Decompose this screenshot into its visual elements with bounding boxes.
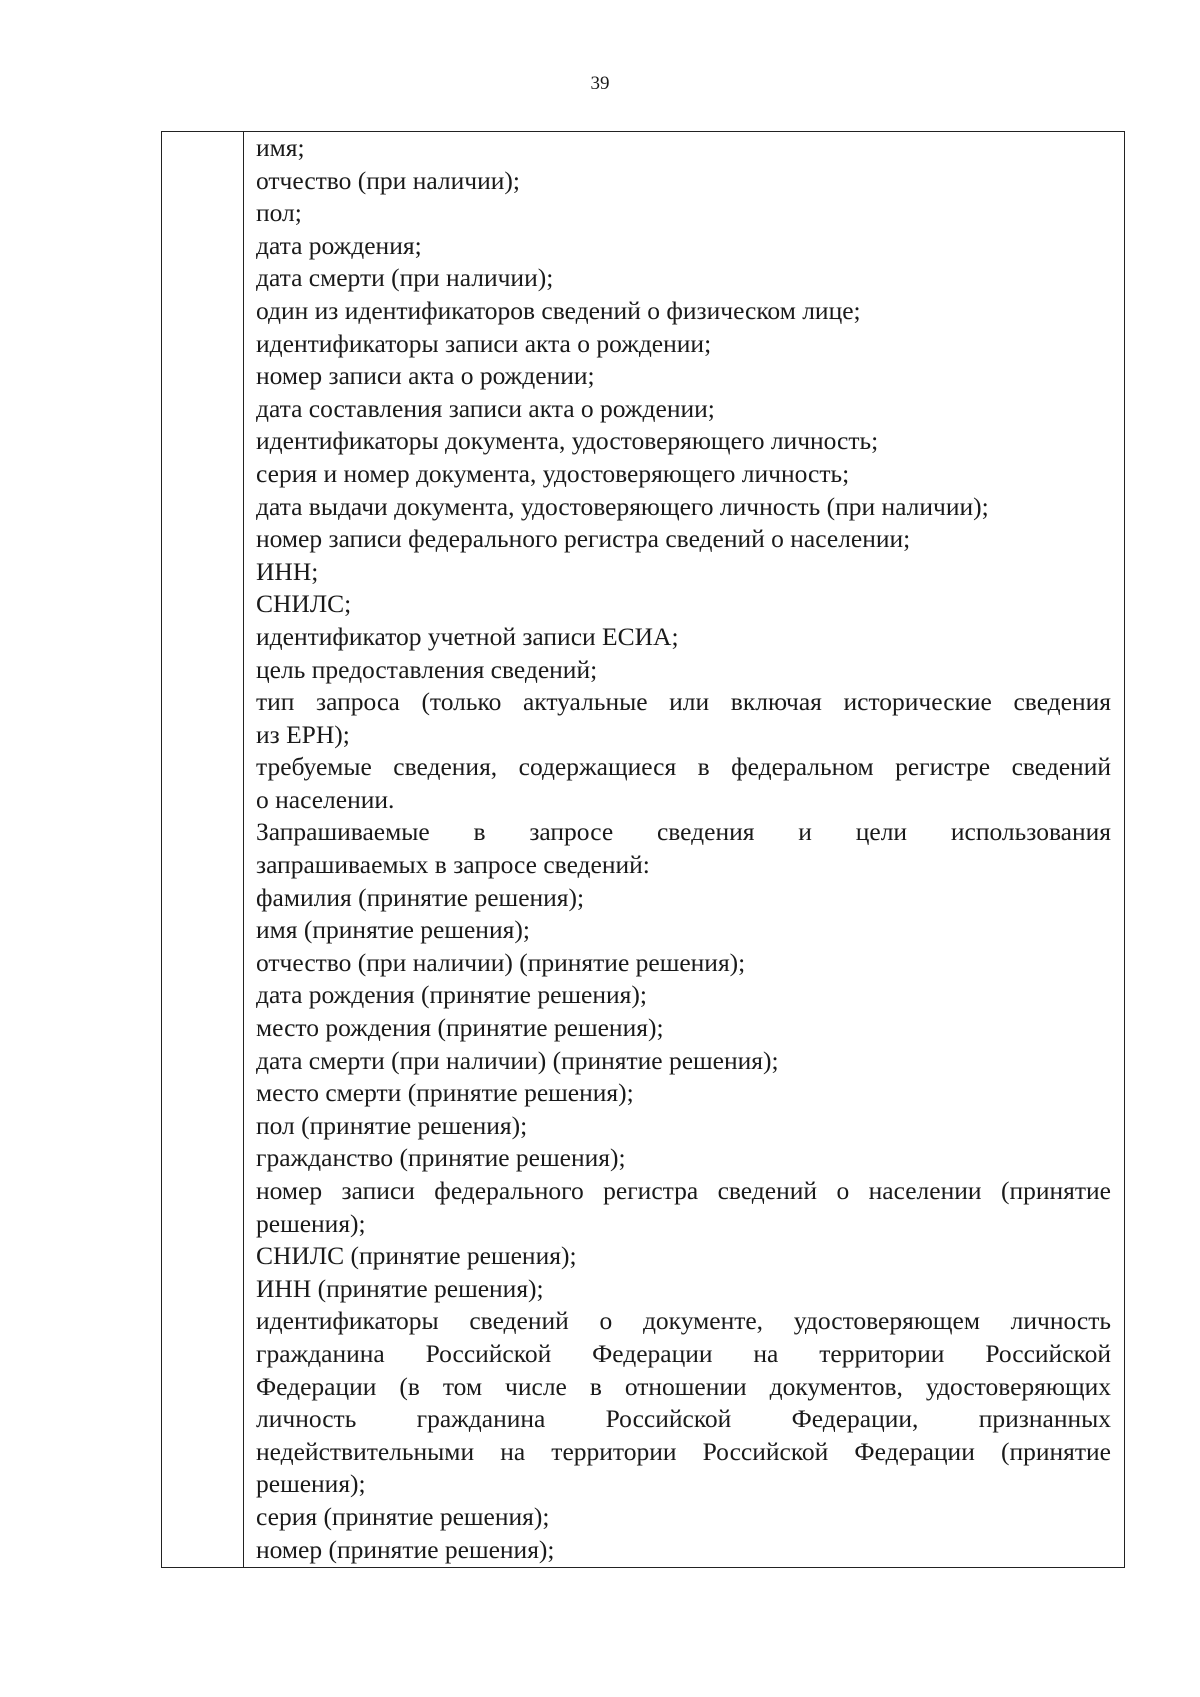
text-line: Федерации (в том числе в отношении документов, удостоверяющих: [256, 1371, 1111, 1401]
text-line: ИНН (принятие решения);: [256, 1273, 544, 1303]
text-line: идентификатор учетной записи ЕСИА;: [256, 621, 679, 651]
text-line: дата выдачи документа, удостоверяющего личность (при наличии);: [256, 491, 989, 521]
text-line: пол (принятие решения);: [256, 1110, 528, 1140]
text-line: серия и номер документа, удостоверяющего личность;: [256, 458, 850, 488]
text-line: цель предоставления сведений;: [256, 654, 598, 684]
text-line: номер записи федерального регистра сведений о населении;: [256, 524, 911, 554]
text-line: недействительными на территории Российской Федерации (принятие: [256, 1436, 1111, 1466]
text-line: дата составления записи акта о рождении;: [256, 393, 715, 423]
document-table: [161, 131, 1125, 1568]
text-line: имя (принятие решения);: [256, 915, 530, 945]
text-line: Запрашиваемые в запросе сведения и цели использования: [256, 817, 1111, 847]
text-line: дата рождения (принятие решения);: [256, 980, 647, 1010]
text-line: пол;: [256, 198, 302, 228]
text-line: дата смерти (при наличии);: [256, 263, 554, 293]
text-line: дата рождения;: [256, 230, 422, 260]
text-line: номер записи акта о рождении;: [256, 361, 595, 391]
text-line: номер (принятие решения);: [256, 1534, 555, 1564]
text-line: отчество (при наличии) (принятие решения);: [256, 947, 746, 977]
text-line: гражданина Российской Федерации на территории Российской: [256, 1338, 1111, 1368]
text-line: имя;: [256, 133, 305, 162]
text-line: из ЕРН);: [256, 719, 350, 749]
text-line: запрашиваемых в запросе сведений:: [256, 850, 650, 880]
text-line: тип запроса (только актуальные или включая исторические сведения: [256, 687, 1111, 717]
text-line: фамилия (принятие решения);: [256, 882, 585, 912]
text-line: идентификаторы документа, удостоверяющего личность;: [256, 426, 879, 456]
table-left-column: [162, 132, 244, 1567]
text-line: место рождения (принятие решения);: [256, 1013, 664, 1043]
text-line: требуемые сведения, содержащиеся в федеральном регистре сведений: [256, 752, 1111, 782]
page-number: 39: [590, 73, 610, 94]
text-line: решения);: [256, 1469, 366, 1499]
text-line: отчество (при наличии);: [256, 165, 520, 195]
text-line: один из идентификаторов сведений о физическом лице;: [256, 295, 861, 325]
text-line: идентификаторы записи акта о рождении;: [256, 328, 712, 358]
text-line: гражданство (принятие решения);: [256, 1143, 626, 1173]
text-line: ИНН;: [256, 556, 319, 586]
text-line: решения);: [256, 1208, 366, 1238]
text-line: серия (принятие решения);: [256, 1501, 550, 1531]
text-line: СНИЛС (принятие решения);: [256, 1241, 577, 1271]
text-line: дата смерти (при наличии) (принятие решения);: [256, 1045, 779, 1075]
text-line: СНИЛС;: [256, 589, 352, 619]
table-content-cell: [256, 132, 1111, 1566]
text-line: личность гражданина Российской Федерации, признанных: [256, 1404, 1111, 1434]
text-line: номер записи федерального регистра сведений о населении (принятие: [256, 1176, 1111, 1205]
text-line: место смерти (принятие решения);: [256, 1078, 634, 1108]
text-line: о населении.: [256, 784, 395, 814]
text-line: идентификаторы сведений о документе, удостоверяющем личность: [256, 1306, 1111, 1336]
